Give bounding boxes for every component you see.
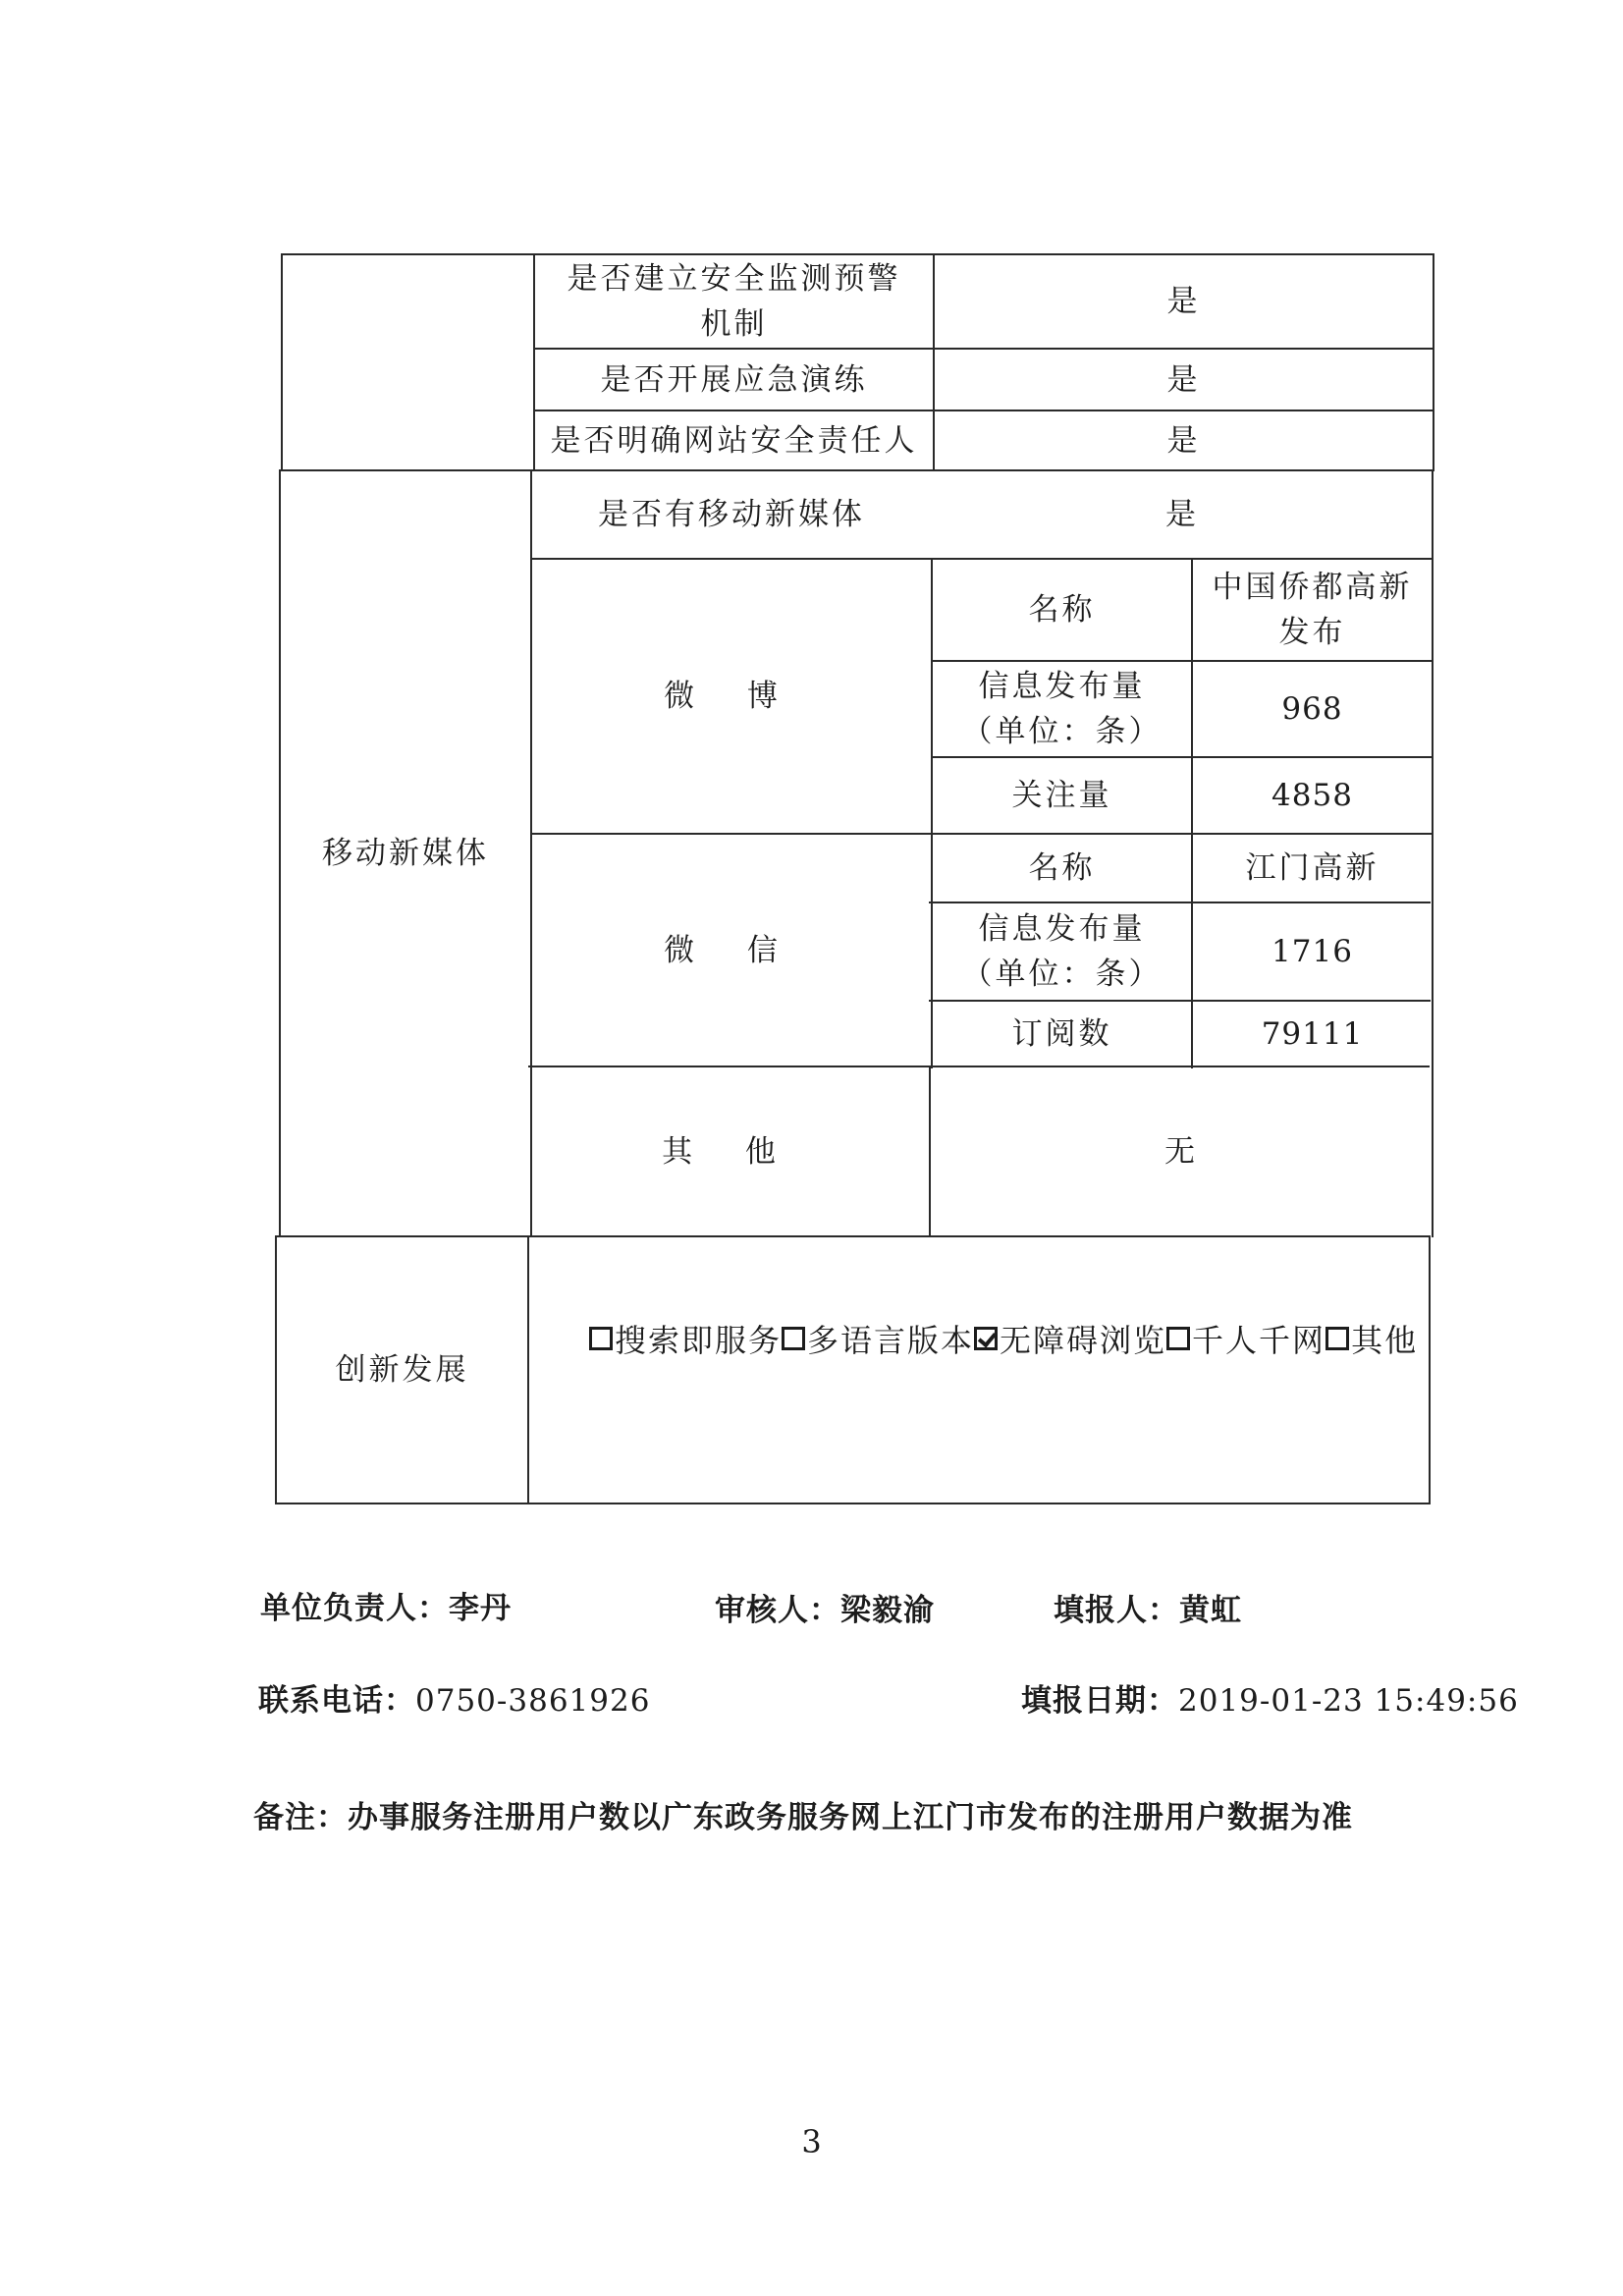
security-owner-label: 是否明确网站安全责任人 [550,422,918,459]
emergency-drill-value: 是 [1166,361,1201,398]
checkbox-multilingual[interactable] [782,1327,805,1350]
security-owner-value: 是 [1166,422,1201,459]
security-monitoring-value: 是 [1166,284,1201,319]
weibo-name-value: 中国侨都高新 发布 [1212,570,1413,650]
other-media-value: 无 [1164,1133,1198,1170]
table-rule [1433,253,1434,471]
mobile-media-section-label: 移动新媒体 [322,836,489,871]
table-rule [1429,1235,1431,1504]
option-label: 无障碍浏览 [1000,1322,1167,1359]
other-media-label: 其 他 [662,1133,797,1170]
weibo-followers-label: 关注量 [1011,778,1112,813]
weibo-followers-value: 4858 [1271,778,1353,813]
weibo-name-label: 名称 [1028,592,1096,628]
wechat-label: 微 信 [664,932,799,968]
has-mobile-media-label: 是否有移动新媒体 [598,497,865,532]
wechat-subscribers-label: 订阅数 [1011,1015,1112,1052]
wechat-name-value: 江门高新 [1245,850,1380,886]
remark-note: 备注：办事服务注册用户数以广东政务服务网上江门市发布的注册用户数据为准 [253,1800,1353,1835]
filler: 填报人：黄虹 [1054,1593,1242,1628]
option-label: 搜索即服务 [615,1322,783,1359]
table-rule [275,1503,1430,1504]
option-label: 其他 [1351,1322,1419,1359]
checkbox-accessibility[interactable] [974,1327,998,1350]
checkbox-search-service[interactable] [589,1327,613,1350]
contact-phone: 联系电话：0750-3861926 [258,1683,651,1719]
wechat-posts-label: 信息发布量 （单位：条） [961,911,1163,992]
innovation-options [589,1316,1418,1361]
option-label: 多语言版本 [807,1322,975,1359]
wechat-subscribers-value: 79111 [1261,1015,1364,1052]
weibo-posts-value: 968 [1281,691,1343,727]
table-rule [281,253,283,471]
option-label: 千人千网 [1192,1322,1326,1359]
emergency-drill-label: 是否开展应急演练 [600,361,868,398]
table-rule [527,1235,529,1504]
checkbox-other[interactable] [1325,1327,1349,1350]
wechat-posts-value: 1716 [1271,934,1353,969]
innovation-section-label: 创新发展 [335,1352,469,1388]
fill-date: 填报日期：2019-01-23 15:49:56 [1021,1683,1519,1719]
wechat-name-label: 名称 [1028,850,1096,886]
unit-head: 单位负责人：李丹 [260,1591,512,1626]
page-number: 3 [801,2123,822,2160]
security-monitoring-label: 是否建立安全监测预警 机制 [567,261,901,342]
reviewer: 审核人：梁毅渝 [715,1593,935,1628]
table-rule [1432,469,1434,1237]
checkbox-personalized[interactable] [1166,1327,1190,1350]
has-mobile-media-value: 是 [1165,497,1199,532]
weibo-posts-label: 信息发布量 （单位：条） [961,669,1163,749]
weibo-label: 微 博 [664,679,799,714]
